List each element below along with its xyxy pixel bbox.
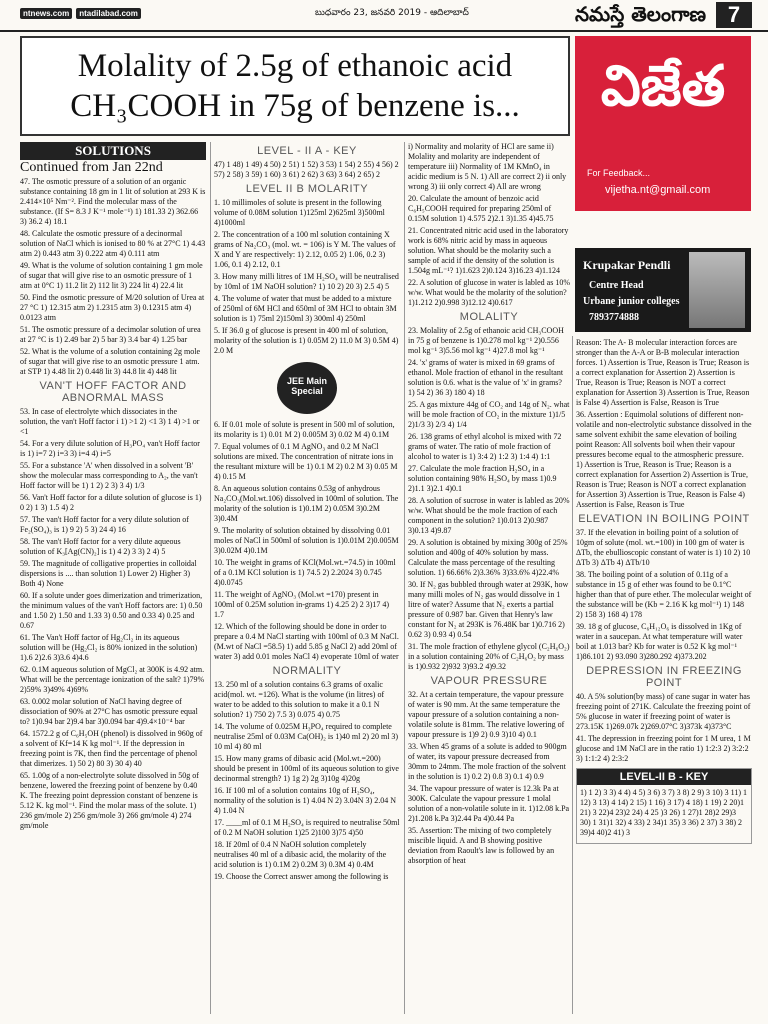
key-title: LEVEL - II A - KEY — [257, 145, 357, 157]
site-ntnews[interactable]: ntnews.com — [20, 8, 72, 19]
vijetha-logo: విజేత — [600, 54, 726, 119]
question: 48. Calculate the osmotic pressure of a decinormal solution of NaCl which is ionised to 80 % at 27°C 1) 4.43 atm 2) 0.443 atm 3) 0.222 atm 4) 0.111 atm — [20, 229, 206, 258]
answer-key-box — [576, 768, 752, 844]
question: 63. 0.002 molar solution of NaCl having degree of dissociation of 90% at 27°C has osmotic pressure equal to? 1)0.94 bar 2)9.4 bar 3)0.094 bar 4)9.4×10⁻⁴ bar — [20, 697, 198, 726]
subsection-title: LEVEL II B MOLARITY — [245, 183, 369, 195]
question: 41. The depression in freezing point for 1 M urea, 1 M glucose and 1M NaCl are in the ratio 1) 1:2:3 2) 3:2:2 3) 1:1:2 4) 2:3:2 — [576, 734, 751, 763]
question: 53. In case of electrolyte which dissociates in the solution, the van't Hoff factor i 1) >1 2) <1 3) 1 4) >1 or <1 — [20, 407, 200, 436]
question: 3. How many milli litres of 1M H₂SO₄ will be neutralised by 10ml of 1M NaOH solution? 1) 10 2) 20 3) 2.5 4) 5 — [214, 272, 399, 291]
question: 14. The volume of 0.025M H₃PO₄ required to complete neutralise 25ml of 0.03M Ca(OH)₂ is 1)40 ml 2) 20 ml 3) 10 ml 4) 80 ml — [214, 722, 399, 751]
question: 34. The vapour pressure of water is 12.3k Pa at 300K. Calculate the vapour pressure 1 molal solution of a non-volatile solute in it. 1)12.08 k.Pa 2)1.208 k.Pa 3)2.44 Pa 4)0.44 Pa — [408, 784, 570, 823]
question: 59. The magnitude of colligative properties in colloidal dispersions is .... than solution 1) Lower 2) Higher 3) Both 4) None — [20, 559, 197, 588]
question: 60. If a solute under goes dimerization and trimerization, the minimum values of the van't Hoff factors are: 1) 0.50 and 1.50 2) 1.50 and 1.33 3) 0.50 and 0.33 4) 0.25 and 0.67 — [20, 591, 203, 630]
question: 26. 138 grams of ethyl alcohol is mixed with 72 grams of water. The ratio of mole fraction of alcohol to water is 1) 3:4 2) 1:2 3) 1:4 4) 1:1 — [408, 432, 562, 461]
author-role: Centre Head — [589, 280, 644, 291]
question: 9. The molarity of solution obtained by dissolving 0.01 moles of NaCl in 500ml of solution is 1)0.01M 2)0.005M 3)0.02M 4)0.1M — [214, 526, 399, 555]
answer-key: 1) 1 2) 3 3) 4 4) 4 5) 3 6) 3 7) 3 8) 2 9) 3 10) 3 11) 1 12) 3 13) 4 14) 2 15) 1 16) 3 17) 4 18) 1 19) 2 20)1 21) 3 22)4 23)2 24) 4 25 )3 26) 1 27)1 28)2 29)3 30) 1 31)1 32) 4 33) 2 34)1 35) 3 36) 2 37) 3 38) 2 39)4 40)2 41) 3 — [580, 788, 748, 837]
question: 49. What is the volume of solution containing 1 gm mole of sugar that will give rise to an osmotic pressure of 1 atm at 0°C 1) 11.2 lit 2) 112 lit 3) 224 lit 4) 22.4 lit — [20, 261, 203, 290]
headline-line2: CH₃COOH in 75g of benzene is... — [70, 88, 520, 124]
question: 55. For a substance 'A' when dissolved in a solvent 'B' show the molecular mass corresponding to A₂, the van't Hoff factor will be 1) 1 2) 2 3) 3 4) 1/3 — [20, 461, 198, 490]
question: 35. Assertion: The mixing of two completely miscible liquid. A and B showing positive deviation from Raoult's law is followed by an absorption of heat — [408, 826, 555, 865]
author-org: Urbane junior colleges — [583, 296, 680, 307]
question: 11. The weight of AgNO₃ (Mol.wt =170) present in 100ml of 0.25M solution in-grams 1) 4.25 2) 2 3)17 4) 1.7 — [214, 590, 390, 619]
question: 36. Assertion : Equimolal solutions of different non-volatile and non-electrolytic substance dissolved in the same solvent exhibit the same elevation of boiling point Reason: All solvents boil when their vapour pressures become equal to the atmospheric pressure. 1) Assertion is True, Reason is True; Reason is a correct explanation for Assertion 2) Assertion is True, Reason is True; Reason is NOT a correct explanation for Assertion 3) Assertion is True, Reason is False 4) Assertion is False, Reason is True — [576, 410, 752, 509]
feedback-email[interactable]: vijetha.nt@gmail.com — [605, 184, 711, 196]
question: 8. An aqueous solution contains 0.53g of anhydrous Na₂CO₃(Mol.wt.106) dissolved in 100ml of solution. The molarity of the solution is 1)0.1M 2) 0.05M 3)0.2M 3)0.4M — [214, 484, 399, 523]
question: 5. If 36.0 g of glucose is present in 400 ml of solution, molarity of the solution is 1) 0.05M 2) 11.0 M 3) 0.5M 4) 2.0 M — [214, 326, 399, 355]
question-list — [408, 326, 570, 672]
question: 64. 1572.2 g of C₆H₅OH (phenol) is dissolved in 960g of a solvent of Kf=14 K kg mol⁻¹. If the depression in freezing point is 7K, then find the percentage of phenol that dimerizes. 1) 50 2) 80 3) 30 4) 40 — [20, 729, 203, 768]
question: 30. If N₂ gas bubbled through water at 293K, how many milli moles of N₂ gas would dissolve in 1 litre of water? Assume that N₂ exerts a partial pressure of 0.987 bar. Given that Henry's law constant for N₂ at 293K is 76.48K bar 1)0.716 2) 0.62 3) 0.93 4) 0.54 — [408, 580, 569, 639]
masthead: నమస్తే తెలంగాణ — [575, 2, 707, 26]
question-list — [408, 142, 570, 308]
question: 24. 'x' grams of water is mixed in 69 grams of ethanol. Mole fraction of ethanol in the resultant solution is 0.6. what is the value of 'x' in grams? 1) 54 2) 36 3) 180 4) 18 — [408, 358, 564, 397]
question: 33. When 45 grams of a solute is added to 900gm of water, its vapour pressure decreased from 30mm to 24mm. The mole fraction of the solvent in the solution is 1) 0.2 2) 0.8 3) 0.1 4) 0.9 — [408, 742, 567, 781]
question: 58. The van't Hoff factor for a very dilute aqueous solution of K₃[Ag(CN)₂] is 1) 4 2) 3 3) 2 4) 5 — [20, 537, 181, 556]
column-rule — [572, 336, 573, 1014]
question: 13. 250 ml of a solution contains 6.3 grams of oxalic acid(mol. wt. =126). What is the volume (in litres) of water to be added to this solution to make it a 0.1 N solution? 1) 750 2) 7.5 3) 0.075 4) 0.75 — [214, 680, 385, 719]
question-list — [576, 692, 752, 764]
question-list — [214, 420, 400, 662]
section-title: SOLUTIONS — [20, 142, 206, 160]
subsection-title: NORMALITY — [272, 665, 342, 677]
question: 15. How many grams of dibasic acid (Mol.wt.=200) should be present in 100ml of its aqueous solution to give decinormal strength? 1) 1g 2) 2g 3)10g 4)20g — [214, 754, 399, 783]
question: 4. The volume of water that must be added to a mixture of 250ml of 6M HCl and 650ml of 3M HCl to obtain 3M solution is 1) 75ml 2)150ml 3) 300ml 4) 250ml — [214, 294, 397, 323]
question: 2. The concentration of a 100 ml solution containing X grams of Na₂CO₃ (mol. wt. = 106) is Y M. The values of X and Y are respectively: 1) 2.12, 0.05 2) 1.06, 0.2 3) 1.06, 0.1 4) 2.12, 0.1 — [214, 230, 396, 269]
question: 32. At a certain temperature, the vapour pressure of water is 90 mm. At the same temperature the vapour pressure of a solution containing a non-volatile solute is 81mm. The relative lowering of vapour pressure is 1)9 2) 0.9 3)10 4) 0.1 — [408, 690, 565, 739]
question: 25. A gas mixture 44g of CO₂ and 14g of N₂. what will be mole fraction of CO₂ in the mixture 1)1/5 2)1/3 3) 2/3 4) 1/4 — [408, 400, 570, 429]
question: 27. Calculate the mole fraction H₂SO₄ in a solution containing 98% H₂SO₄ by mass 1)0.9 2)1.1 3)2.1 4)0.1 — [408, 464, 557, 493]
question-list — [408, 690, 570, 866]
author-box — [575, 248, 751, 332]
column-1 — [20, 142, 206, 1014]
vijetha-brand — [575, 36, 751, 211]
column-3 — [408, 142, 570, 1014]
site-links — [20, 8, 141, 19]
question: 38. The boiling point of a solution of 0.11g of a substance in 15 g of ether was found to be 0.1°C higher than that of pure ether. The molecular weight of the substance will be (Kb = 2.16 K kg mol⁻¹) 1) 148 2) 158 3) 168 4) 178 — [576, 570, 752, 619]
question-list — [20, 177, 206, 377]
subsection-title: MOLALITY — [459, 311, 519, 323]
column-rule — [404, 142, 405, 1014]
headline — [20, 36, 570, 136]
top-bar — [0, 0, 768, 32]
column-4 — [576, 338, 752, 1014]
question: i) Normality and molarity of HCl are same ii) Molality and molarity are independent of temperature iii) Normality of 1M KMnO₄ in acidic medium is 5 N. 1) All are correct 2) ii only wrong 3) iii only correct 4) All are wrong — [408, 142, 567, 191]
question-list — [576, 338, 752, 510]
question: 20. Calculate the amount of benzoic acid C₆H₅COOH required for preparing 250ml of 0.15M solution 1) 4.575 2)2.1 3)1.35 4)45.75 — [408, 194, 554, 223]
question-list — [576, 528, 752, 662]
subsection-title: VAN'T HOFF FACTOR AND ABNORMAL MASS — [39, 380, 187, 404]
question: 54. For a very dilute solution of H₃PO₄ van't Hoff factor is 1) i=7 2) i=3 3) i=4 4) i=5 — [20, 439, 200, 458]
question: 31. The mole fraction of ethylene glycol (C₂H₆O₂) in a solution containing 20% of C₂H₆O₂ by mass is 1)0.932 2)932 3)93.2 4)9.32 — [408, 642, 570, 671]
question: Reason: The A- B molecular interaction forces are stronger than the A-A or B-B molecular interaction forces. 1) Assertion is True, Reason is True; Reason is a correct explanation for Assertion 2) Assertion is True, Reason is True; Reason is NOT a correct explanation for Assertion 3) Assertion is True, Reason is False 4) Assertion is False, Reason is True — [576, 338, 750, 407]
continued-note: Continued from Jan 22nd — [20, 160, 163, 175]
question: 61. The Van't Hoff factor of Hg₂Cl₂ in its aqueous solution will be (Hg₂Cl₂ is 80% ionized in the solution) 1).6 2)2.6 3)3.6 4)4.6 — [20, 633, 198, 662]
question: 7. Equal volumes of 0.1 M AgNO₃ and 0.2 M NaCl solutions are mixed. The concentration of nitrate ions in the resultant mixture will be 1) 0.1 M 2) 0.2 M 3) 0.05 M 4) 0.15 M — [214, 442, 398, 481]
page-number: 7 — [716, 2, 752, 28]
question: 6. If 0.01 mole of solute is present in 500 ml of solution, its molarity is 1) 0.01 M 2) 0.005M 3) 0.02 M 4) 0.1M — [214, 420, 395, 439]
subsection-title: VAPOUR PRESSURE — [430, 675, 548, 687]
question: 18. If 20ml of 0.4 N NaOH solution completely neutralises 40 ml of a dibasic acid, the molarity of the acid solution is 1) 0.1M 2) 0.2M 3) 0.3M 4) 0.4M — [214, 840, 387, 869]
site-ntadilabad[interactable]: ntadilabad.com — [76, 8, 141, 19]
question: 57. The van't Hoff factor for a very dilute solution of Fe₂(SO₄)₃ is 1) 9 2) 5 3) 24 4) 16 — [20, 515, 189, 534]
subsection-title: DEPRESSION IN FREEZING POINT — [586, 665, 742, 689]
question: 29. A solution is obtained by mixing 300g of 25% solution and 400g of 40% solution by mass. Calculate the mass percentage of the resulting solution. 1) 66.66% 2)3.36% 3)33.6% 4)22.4% — [408, 538, 568, 577]
question: 19. Choose the Correct answer among the following is — [214, 872, 389, 881]
question: 37. If the elevation in boiling point of a solution of 10gm of solute (mol. wt.=100) in 100 gm of water is ΔTb, the ebullioscopic constant of water is 1) 10 2) 10 ΔTb 3) ΔTb 4) ΔTb/10 — [576, 528, 751, 567]
question: 39. 18 g of glucose, C₆H₁₂O₆ is dissolved in 1Kg of water in a saucepan. At what temperature will water boil at 1.013 bar? Kb for water is 0.52 K kg mol⁻¹ 1)86.101 2) 93.090 3)280.292 4)373.202 — [576, 622, 743, 661]
question: 62. 0.1M aqueous solution of MgCl₂ at 300K is 4.92 atm. What will be the percentage ionization of the salt? 1)79% 2)59% 3)49% 4)69% — [20, 665, 205, 694]
question: 17. ____ml of 0.1 M H₂SO₄ is required to neutralise 50ml of 0.2 M NaOH solution 1)25 2)100 3)75 4)50 — [214, 818, 400, 837]
question: 1. 10 millimoles of solute is present in the following volume of 0.08M solution 1)125ml 2)625ml 3)500ml 4)1000ml — [214, 198, 385, 227]
headline-line1: Molality of 2.5g of ethanoic acid — [77, 48, 513, 84]
answer-key: 47) 1 48) 1 49) 4 50) 2 51) 1 52) 3 53) 1 54) 2 55) 4 56) 2 57) 2 58) 3 59) 1 60) 3 61) 2 62) 3 63) 3 64) 2 65) 2 — [214, 160, 399, 179]
question-list — [214, 198, 400, 356]
question: 23. Molality of 2.5g of ethanoic acid CH₃COOH in 75 g of benzene is 1)0.278 mol kg⁻¹ 2)0.556 mol kg⁻¹ 3)5.56 mol kg⁻¹ 4)27.8 mol kg⁻¹ — [408, 326, 564, 355]
author-phone: 7893774888 — [589, 312, 639, 323]
question: 65. 1.00g of a non-electrolyte solute dissolved in 50g of benzene, lowered the freezing point of benzene by 0.40 K. The freezing point depression constant of benzene is 5.12 K. kg mol⁻¹. Find the molar mass of the solute. 1) 236 gm/mole 2) 256 gm/mole 3) 266 gm/mole 4) 274 gm/mole — [20, 771, 199, 830]
question: 47. The osmotic pressure of a solution of an organic substance containing 18 gm in 1 lit of solution at 293 K is 2.414×10⁵ Nm⁻². Find the molecular mass of the substance. (If S= 8.3 J K⁻¹ mole⁻¹) 1) 181.33 2) 362.66 3) 36.2 4) 18.1 — [20, 177, 206, 226]
question: 12. Which of the following should be done in order to prepare a 0.4 M NaCl starting with 100ml of 0.3 M NaCl. (M.wt of NaCl =58.5) 1) add 5.85 g NaCl 2) add 20ml of water 3) add 0.01 moles NaCl 4) evoperate 10ml of water — [214, 622, 399, 661]
question: 40. A 5% solution(by mass) of cane sugar in water has freezing point of 271K. Calculate the freezing point of 5% glucose in water if freezing point of water is 273.15K 1)269.07k 2)269.07°C 3)373k 4)373°C — [576, 692, 751, 731]
author-photo — [689, 252, 745, 328]
feedback-label: For Feedback... — [587, 168, 651, 178]
question: 21. Concentrated nitric acid used in the laboratory work is 68% nitric acid by mass in aqueous solution. What should be the molarity such a sample of acid if the density of the solution is 1.504g mL⁻¹? 1)1.623 2)0.124 3)16.23 4)1.124 — [408, 226, 569, 275]
dateline: బుధవారం 23, జనవరి 2019 - ఆదిలాబాద్ — [315, 8, 469, 18]
question: 50. Find the osmotic pressure of M/20 solution of Urea at 27 °C 1) 12.315 atm 2) 1.2315 atm 3) 0.12315 atm 4) 0.0123 atm — [20, 293, 205, 322]
question: 28. A solution of sucrose in water is labled as 20% w/w. What should be the mole fraction of each component in the solution? 1)0.013 2)0.987 3)0.13 4)9.87 — [408, 496, 570, 535]
question-list — [214, 680, 400, 882]
question: 51. The osmotic pressure of a decimolar solution of urea at 27 °C is 1) 2.49 bar 2) 5 bar 3) 3.4 bar 4) 1.25 bar — [20, 325, 201, 344]
question: 10. The weight in grams of KCl(Mol.wt.=74.5) in 100ml of a 0.1M KCl solution is 1) 74.5 2) 2.2024 3) 0.745 4)0.0745 — [214, 558, 396, 587]
subsection-title: ELEVATION IN BOILING POINT — [578, 513, 750, 525]
column-rule — [210, 142, 211, 1014]
column-2 — [214, 142, 400, 1014]
author-name: Krupakar Pendli — [583, 258, 671, 272]
jee-badge: JEE Main Special — [277, 362, 337, 414]
question: 16. If 100 ml of a solution contains 10g of H₂SO₄, normality of the solution is 1) 4.04 N 2) 3.04N 3) 2.04 N 4) 1.04 N — [214, 786, 396, 815]
key-title: LEVEL-II B - KEY — [577, 769, 751, 785]
question: 22. A solution of glucose in water is labled as 10% w/w. What would be the molarity of the solution? 1)1.212 2)0.998 3)12.12 4)0.617 — [408, 278, 570, 307]
question: 56. Van't Hoff factor for a dilute solution of glucose is 1) 0 2) 1 3) 1.5 4) 2 — [20, 493, 202, 512]
question: 52. What is the volume of a solution containing 2g mole of sugar that will give rise to an osmotic pressure 1 atm. at STP 1) 4.48 lit 2) 0.448 lit 3) 44.8 lit 4) 448 lit — [20, 347, 201, 376]
question-list — [20, 407, 206, 831]
